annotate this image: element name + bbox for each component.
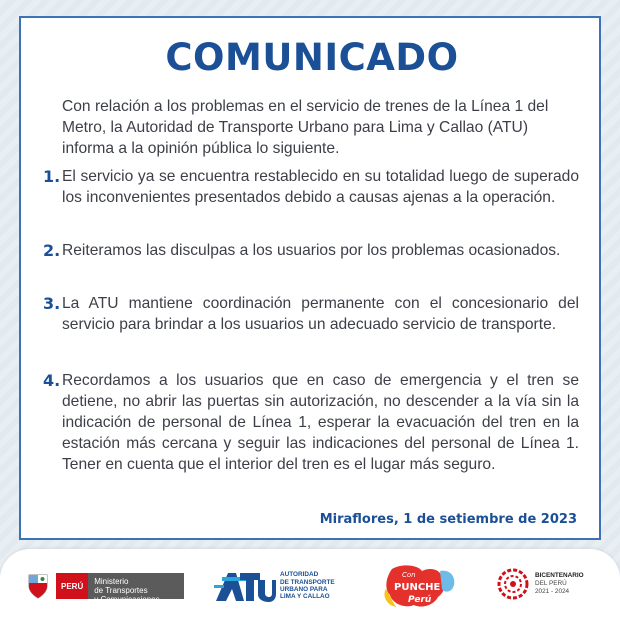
- item-text: La ATU mantiene coordinación permanente con el concesionario del servicio para brindar a los usuarios un adecuado servicio de transporte.: [62, 295, 579, 333]
- item-text: Recordamos a los usuarios que en caso de emergencia y el tren se detiene, no abrir las puertas sin autorización, no descender a la vía sin la indicación de personal de Línea 1, esperar la evacuación del tren en la estación más cercana y seguir las indicaciones del personal de Línea 1. Tener en cuenta que el interior del tren es el lugar más seguro.: [62, 372, 579, 473]
- peru-label: PERÚ: [56, 573, 88, 599]
- intro-paragraph: Con relación a los problemas en el servicio de trenes de la Línea 1 del Metro, la Autoridad de Transporte Urbano para Lima y Callao (ATU) informa a la opinión pública lo siguiente.: [62, 98, 549, 157]
- con-punche-peru-logo: [378, 559, 464, 613]
- ministry-line: y Comunicaciones: [94, 595, 160, 604]
- logo-footer: [0, 549, 620, 620]
- atu-name: [280, 571, 335, 601]
- atu-mark-icon: [214, 569, 276, 603]
- item-number: 2.: [43, 241, 61, 260]
- item-number: 3.: [43, 294, 61, 313]
- bicentenario-line: BICENTENARIO: [535, 572, 584, 579]
- list-item: [43, 240, 579, 261]
- coat-of-arms-icon: [26, 572, 50, 600]
- punche-con: Con: [402, 571, 416, 579]
- ministry-name: [88, 573, 184, 604]
- ministry-line: Ministerio: [94, 577, 129, 586]
- list-item: [43, 370, 579, 475]
- ministry-line: de Transportes: [94, 586, 148, 595]
- page-title: COMUNICADO: [165, 36, 459, 79]
- item-text: El servicio ya se encuentra restablecido en su totalidad luego de superado los inconvenientes presentados debido a causas ajenas a la operación.: [62, 168, 579, 206]
- atu-line: DE TRANSPORTE: [280, 578, 335, 586]
- item-number: 1.: [43, 167, 61, 186]
- atu-line: AUTORIDAD: [280, 571, 319, 579]
- atu-line: URBANO PARA: [280, 586, 328, 593]
- bicentenario-emblem-icon: [496, 567, 530, 601]
- punche-word: PUNCHE: [394, 582, 441, 593]
- bicentenario-name: [535, 572, 584, 596]
- bicentenario-line: 2021 - 2024: [535, 588, 570, 595]
- punche-peru: Perú: [408, 595, 432, 605]
- item-number: 4.: [43, 371, 61, 390]
- bicentenario-line: DEL PERÚ: [535, 580, 567, 587]
- mtc-logo: [26, 571, 184, 604]
- list-item: [43, 166, 579, 208]
- atu-logo: [214, 569, 335, 603]
- list-item: [43, 293, 579, 335]
- dateline: Miraflores, 1 de setiembre de 2023: [319, 512, 577, 527]
- announcement-card: [19, 16, 601, 540]
- item-text: Reiteramos las disculpas a los usuarios por los problemas ocasionados.: [62, 242, 561, 259]
- atu-line: LIMA Y CALLAO: [280, 593, 330, 601]
- bicentenario-logo: [496, 567, 584, 601]
